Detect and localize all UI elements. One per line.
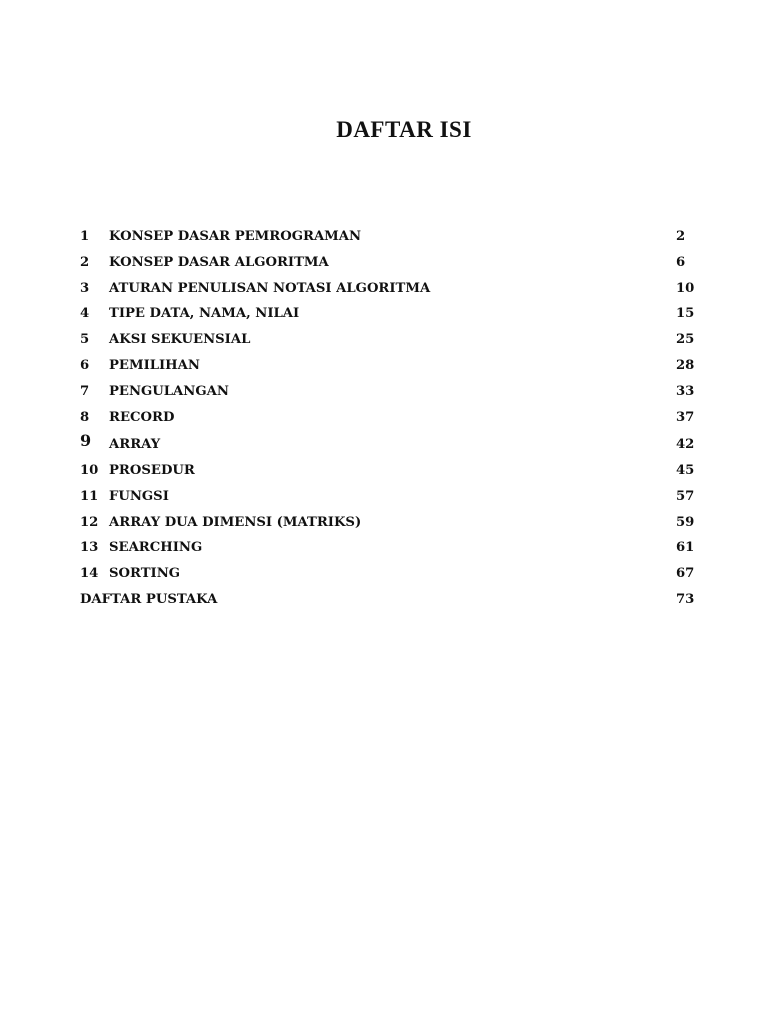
toc-entry [80,355,700,381]
entry-number: 12 [80,514,99,530]
toc-entry [80,432,700,460]
entry-page: 28 [676,357,695,373]
toc-entry [80,563,700,589]
entry-page: 10 [676,280,695,296]
entry-title: AKSI SEKUENSIAL [109,332,251,348]
entry-title: RECORD [109,409,175,425]
entry-title: PROSEDUR [109,462,195,478]
entry-title: SORTING [109,566,181,582]
entry-number: 7 [80,383,90,399]
entry-number: 3 [80,280,90,296]
entry-title: DAFTAR PUSTAKA [80,591,218,607]
entry-page: 2 [676,229,686,244]
entry-number: 14 [80,566,99,582]
entry-number: 8 [80,409,90,425]
toc-entry [80,278,700,304]
entry-title: ARRAY [109,437,161,453]
entry-page: 37 [676,409,695,425]
toc-entry [80,537,700,563]
entry-number: 11 [80,488,99,504]
toc-entry [80,381,700,407]
entry-number: 13 [80,540,99,556]
entry-number: 1 [80,229,90,244]
entry-page: 42 [676,437,695,453]
entry-title: ARRAY DUA DIMENSI (MATRIKS) [109,514,362,530]
toc-entry [80,329,700,355]
toc-entry-bibliography [80,589,700,615]
entry-number: 6 [80,357,90,373]
entry-title: KONSEP DASAR ALGORITMA [109,254,329,270]
entry-page: 61 [676,540,695,556]
entry-title: PEMILIHAN [109,357,200,373]
toc-entry [80,303,700,329]
entry-title: ATURAN PENULISAN NOTASI ALGORITMA [109,280,431,296]
entry-page: 59 [676,514,695,530]
entry-page: 73 [676,591,695,607]
entry-page: 25 [676,332,695,348]
entry-number: 4 [80,306,90,322]
entry-title: PENGULANGAN [109,383,229,399]
toc-entry [80,460,700,486]
toc-entry [80,486,700,512]
entry-number: 10 [80,462,99,478]
entry-title: FUNGSI [109,488,169,504]
entry-page: 15 [676,306,695,322]
toc-entry [80,252,700,278]
entry-page: 33 [676,383,695,399]
entry-number: 5 [80,332,90,348]
toc-entry [80,407,700,433]
entry-number: 2 [80,254,90,270]
table-of-contents [80,226,700,615]
toc-entry [80,226,700,252]
entry-page: 6 [676,254,686,270]
entry-title: KONSEP DASAR PEMROGRAMAN [109,229,362,244]
page-title: DAFTAR ISI [336,117,472,142]
entry-title: TIPE DATA, NAMA, NILAI [109,306,300,322]
entry-page: 45 [676,462,695,478]
entry-page: 57 [676,488,695,504]
toc-entry [80,512,700,538]
entry-number: 9 [80,431,92,451]
entry-title: SEARCHING [109,540,203,556]
entry-page: 67 [676,566,695,582]
